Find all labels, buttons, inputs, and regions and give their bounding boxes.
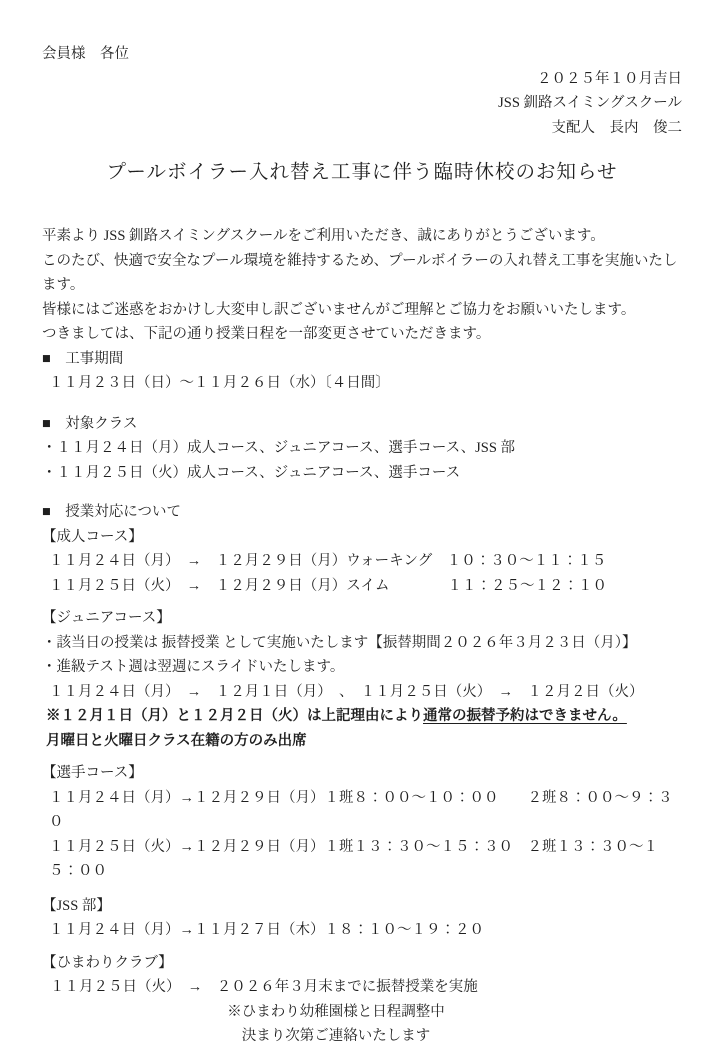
junior-bullet: ・該当日の授業は 振替授業 として実施いたします【振替期間２０２６年３月２３日（月）】 — [42, 634, 637, 651]
jss-club-label: 【JSS 部】 — [42, 897, 111, 914]
section-players-course — [42, 761, 682, 884]
adult-course-row: １１月２５日（火） → １２月２９日（月）スイム １１：２５～１２：１０ — [49, 577, 607, 594]
junior-note — [42, 704, 682, 729]
section-himawari-club — [42, 951, 682, 1049]
manager-name: 支配人 長内 俊二 — [551, 119, 682, 136]
section-construction-period — [42, 347, 682, 396]
section-jss-club — [42, 894, 682, 943]
junior-bullet: ・進級テスト週は翌週にスライドいたします。 — [42, 659, 345, 675]
himawari-note: ※ひまわり幼稚園様と日程調整中 — [227, 1003, 445, 1020]
section-heading-response: ■ 授業対応について — [42, 504, 181, 520]
players-course-row: １１月２４日（月）→１２月２９日（月）１班８：００～１０：００ ２班８：００～９：３０ — [49, 789, 673, 830]
players-course-row: １１月２５日（火）→１２月２９日（月）１班１３：３０～１５：３０ ２班１３：３０～１５：００ — [49, 838, 658, 879]
players-course-label: 【選手コース】 — [42, 765, 143, 781]
section-heading-construction: ■ 工事期間 — [42, 350, 124, 367]
himawari-club-label: 【ひまわりクラブ】 — [42, 954, 173, 971]
himawari-club-row: １１月２５日（火） → ２０２６年３月末までに振替授業を実施 — [50, 979, 478, 995]
sender-block — [42, 67, 682, 141]
section-junior-course — [42, 606, 682, 753]
intro-line: 皆様にはご迷惑をおかけし大変申し訳ございませんがご理解とご協力をお願いいたします。 — [42, 301, 636, 318]
junior-schedule-row: １１月２４日（月） → １２月１日（月） 、 １１月２５日（火） → １２月２日（火） — [49, 683, 644, 700]
organization-name: JSS 釧路スイミングスクール — [498, 95, 682, 111]
recipient-line: 会員様 各位 — [42, 46, 129, 62]
target-class-item: ・１１月２５日（火）成人コース、ジュニアコース、選手コース — [42, 464, 461, 481]
section-heading-target: ■ 対象クラス — [42, 415, 138, 432]
intro-line: このたび、快適で安全なプール環境を維持するため、プールボイラーの入れ替え工事を実施いたします。 — [42, 252, 678, 293]
adult-course-label: 【成人コース】 — [42, 528, 143, 545]
jss-club-row: １１月２４日（月）→１１月２７日（木）１８：１０～１９：２０ — [49, 922, 484, 938]
target-class-item: ・１１月２４日（月）成人コース、ジュニアコース、選手コース、JSS 部 — [42, 440, 516, 456]
issue-date: ２０２５年１０月吉日 — [537, 70, 682, 87]
page-title: プールボイラー入れ替え工事に伴う臨時休校のお知らせ — [106, 162, 618, 183]
junior-course-label: 【ジュニアコース】 — [42, 610, 171, 626]
intro-line: つきましては、下記の通り授業日程を一部変更させていただきます。 — [42, 326, 491, 342]
junior-note-underlined: 通常の振替予約はできません。 — [423, 708, 627, 724]
junior-attendance-note: 月曜日と火曜日クラス在籍の方のみ出席 — [46, 732, 307, 749]
himawari-note: 決まり次第ご連絡いたします — [241, 1028, 431, 1044]
section-target-classes — [42, 412, 682, 486]
section-lesson-response — [42, 500, 682, 598]
construction-period-dates: １１月２３日（日）～１１月２６日（水）〔４日間〕 — [49, 375, 390, 391]
junior-note-prefix: ※１２月１日（月）と１２月２日（火）は上記理由により — [46, 708, 423, 724]
adult-course-row: １１月２４日（月） → １２月２９日（月）ウォーキング １０：３０～１１：１５ — [49, 553, 607, 569]
intro-line: 平素より JSS 釧路スイミングスクールをご利用いただき、誠にありがとうございます。 — [42, 228, 605, 244]
intro-paragraph — [42, 224, 682, 347]
